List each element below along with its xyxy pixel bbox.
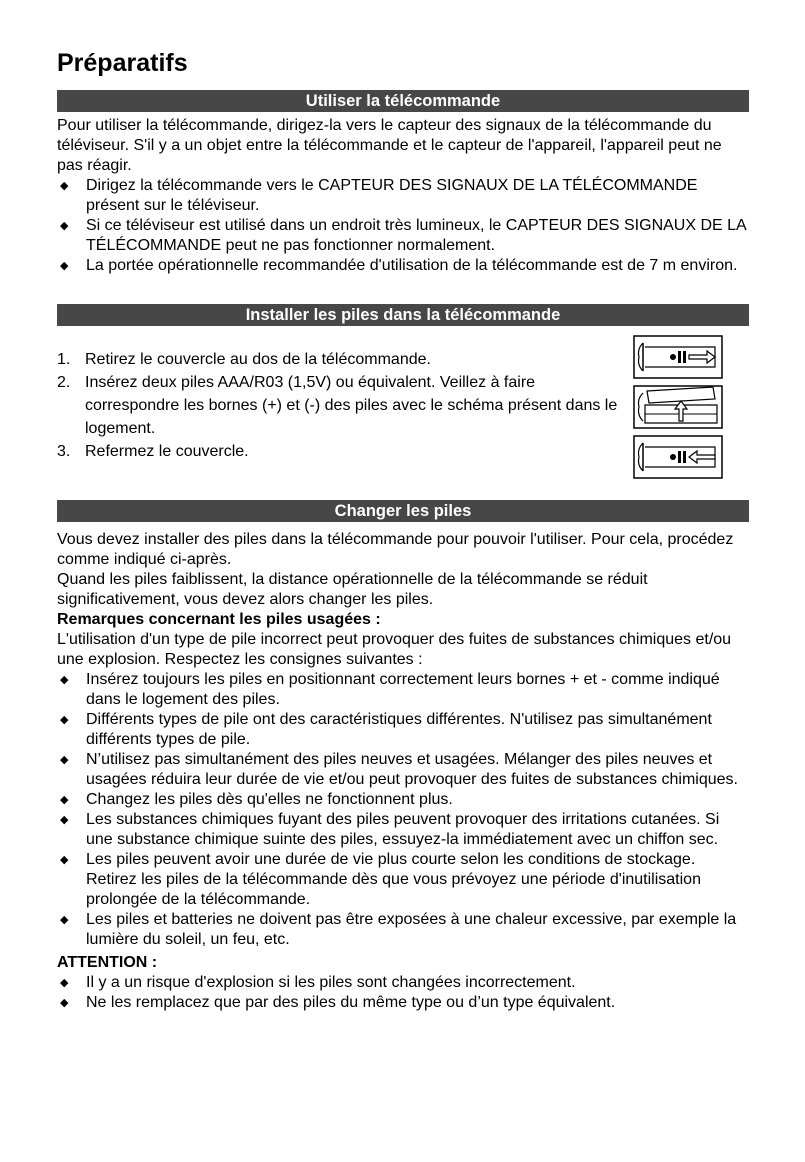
- section-change-body: [57, 530, 749, 1013]
- list-item: 1. Retirez le couvercle au dos de la télécommande.: [57, 351, 431, 368]
- remarks-intro: L'utilisation d'un type de pile incorrect peut provoquer des fuites de substances chimiques et/ou une explosion. Respectez les consignes suivantes :: [57, 631, 732, 668]
- attention-bullets: [57, 973, 749, 1013]
- remarks-bullets: [57, 670, 749, 950]
- remarks-title: Remarques concernant les piles usagées :: [57, 611, 381, 628]
- remote-bullets: [57, 176, 749, 276]
- remote-cover-slide-out-icon: [633, 335, 723, 379]
- page-title: Préparatifs: [57, 49, 188, 77]
- diamond-bullet-icon: ◆: [60, 997, 69, 1009]
- list-item: ◆ Dirigez la télécommande vers le CAPTEUR DES SIGNAUX DE LA TÉLÉCOMMANDE présent sur le téléviseur.: [60, 177, 698, 214]
- diamond-bullet-icon: ◆: [60, 814, 69, 826]
- diamond-bullet-icon: ◆: [60, 977, 69, 989]
- list-item: ◆ Si ce téléviseur est utilisé dans un endroit très lumineux, le CAPTEUR DES SIGNAUX DE LA TÉLÉCOMMANDE peut ne pas fonctionner normalement.: [60, 217, 746, 254]
- section-install-body: [57, 348, 629, 463]
- diamond-bullet-icon: ◆: [60, 854, 69, 866]
- diamond-bullet-icon: ◆: [60, 180, 69, 192]
- list-item: ◆ Ne les remplacez que par des piles du même type ou d’un type équivalent.: [60, 994, 616, 1011]
- change-para-2: Quand les piles faiblissent, la distance opérationnelle de la télécommande se réduit significativement, vous devez alors changer les piles.: [57, 571, 648, 608]
- change-para-1: Vous devez installer des piles dans la télécommande pour pouvoir l'utiliser. Pour cela, procédez comme indiqué ci-après.: [57, 531, 734, 568]
- list-item: ◆ Les piles et batteries ne doivent pas être exposées à une chaleur excessive, par exemple la lumière du soleil, un feu, etc.: [60, 911, 737, 948]
- diamond-bullet-icon: ◆: [60, 674, 69, 686]
- list-item: ◆ Les substances chimiques fuyant des piles peuvent provoquer des irritations cutanées. Si une substance chimique suinte des piles, essuyez-la immédiatement avec un chiffon sec.: [60, 811, 720, 848]
- attention-title: ATTENTION :: [57, 954, 158, 971]
- list-item: ◆ La portée opérationnelle recommandée d'utilisation de la télécommande est de 7 m environ.: [60, 257, 738, 274]
- diamond-bullet-icon: ◆: [60, 754, 69, 766]
- list-item: ◆ Insérez toujours les piles en positionnant correctement leurs bornes + et - comme indiqué dans le logement des piles.: [60, 671, 720, 708]
- battery-insert-icon: [633, 385, 723, 429]
- remote-intro: Pour utiliser la télécommande, dirigez-la vers le capteur des signaux de la télécommande du téléviseur. S'il y a un objet entre la télécommande et le capteur de l'appareil, l'appareil peut ne pas réagir.: [57, 117, 722, 174]
- list-item: ◆ Différents types de pile ont des caractéristiques différentes. N'utilisez pas simultanément différents types de pile.: [60, 711, 712, 748]
- list-item: 2. Insérez deux piles AAA/R03 (1,5V) ou équivalent. Veillez à faire correspondre les bornes (+) et (-) des piles avec le schéma présent dans le logement.: [57, 374, 618, 437]
- list-item: ◆ Les piles peuvent avoir une durée de vie plus courte selon les conditions de stockage. Retirez les piles de la télécommande dès que vous prévoyez une période d'inutilisation prolongée de la télécommande.: [60, 851, 701, 908]
- section-header-remote: Utiliser la télécommande: [57, 90, 749, 112]
- list-item: 3. Refermez le couvercle.: [57, 443, 249, 460]
- remote-cover-slide-in-icon: [633, 435, 723, 479]
- diamond-bullet-icon: ◆: [60, 794, 69, 806]
- install-steps: [57, 348, 629, 463]
- list-item: ◆ N’utilisez pas simultanément des piles neuves et usagées. Mélanger des piles neuves et usagées réduira leur durée de vie et/ou peut provoquer des fuites de substances chimiques.: [60, 751, 738, 788]
- list-item: ◆ Changez les piles dès qu'elles ne fonctionnent plus.: [60, 791, 453, 808]
- section-header-install: Installer les piles dans la télécommande: [57, 304, 749, 326]
- section-header-change: Changer les piles: [57, 500, 749, 522]
- list-item: ◆ Il y a un risque d'explosion si les piles sont changées incorrectement.: [60, 974, 576, 991]
- diamond-bullet-icon: ◆: [60, 260, 69, 272]
- diamond-bullet-icon: ◆: [60, 220, 69, 232]
- section-remote-body: [57, 116, 749, 276]
- diamond-bullet-icon: ◆: [60, 714, 69, 726]
- diamond-bullet-icon: ◆: [60, 914, 69, 926]
